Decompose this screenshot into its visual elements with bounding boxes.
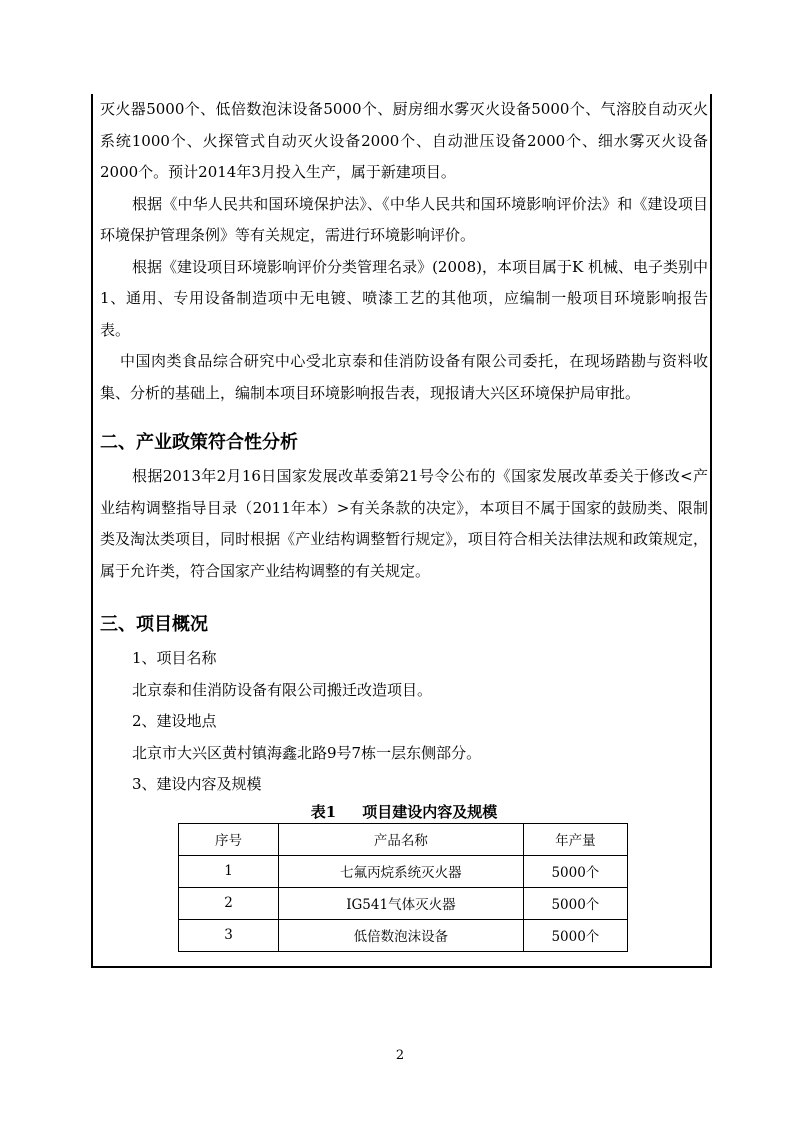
table-row	[179, 855, 628, 887]
item-1-value: 北京泰和佳消防设备有限公司搬迁改造项目。	[132, 680, 433, 699]
cell-product: IG541气体灭火器	[279, 887, 524, 919]
header-index: 序号	[179, 823, 279, 855]
header-product: 产品名称	[279, 823, 524, 855]
table-header-row	[179, 823, 628, 855]
intro-paragraph-3: 根据《建设项目环境影响评价分类管理名录》(2008)，本项目属于K 机械、电子类别中1、通用、专用设备制造项中无电镀、喷漆工艺的其他项，应编制一般项目环境影响报告表。	[100, 257, 708, 339]
table-caption-title: 项目建设内容及规模	[362, 802, 498, 821]
cell-output: 5000个	[523, 887, 627, 919]
section-2-title: 二、产业政策符合性分析	[100, 432, 298, 453]
project-table	[178, 823, 628, 952]
cell-output: 5000个	[523, 855, 627, 887]
item-2-label: 2、建设地点	[132, 712, 217, 730]
item-1-label: 1、项目名称	[132, 649, 217, 667]
page-number: 2	[395, 1048, 405, 1063]
cell-index: 2	[179, 887, 279, 919]
table-caption-number: 表1	[310, 802, 337, 821]
table-row	[179, 919, 628, 951]
intro-paragraph-1: 灭火器5000个、低倍数泡沫设备5000个、厨房细水雾灭火设备5000个、气溶胶自动灭火系统1000个、火探管式自动灭火设备2000个、自动泄压设备2000个、细水雾灭火设备2000个。预计2014年3月投入生产，属于新建项目。	[100, 100, 708, 181]
section-2-paragraph: 根据2013年2月16日国家发展改革委第21号令公布的《国家发展改革委关于修改<产业结构调整指导目录（2011年本）>有关条款的决定》，本项目不属于国家的鼓励类、限制类及淘汰类项目，同时根据《产业结构调整暂行规定》，项目符合相关法律法规和政策规定，属于允许类，符合国家产业结构调整的有关规定。	[100, 467, 708, 580]
table-row	[179, 887, 628, 919]
item-3-label: 3、建设内容及规模	[132, 775, 262, 793]
intro-paragraph-2: 根据《中华人民共和国环境保护法》、《中华人民共和国环境影响评价法》和《建设项目环境保护管理条例》等有关规定，需进行环境影响评价。	[100, 194, 708, 244]
section-3-title: 三、项目概况	[100, 614, 208, 635]
cell-product: 七氟丙烷系统灭火器	[279, 855, 524, 887]
table-caption	[100, 801, 708, 823]
cell-product: 低倍数泡沫设备	[279, 919, 524, 951]
cell-index: 3	[179, 919, 279, 951]
header-output: 年产量	[523, 823, 627, 855]
cell-output: 5000个	[523, 919, 627, 951]
cell-index: 1	[179, 855, 279, 887]
item-2-value: 北京市大兴区黄村镇海鑫北路9号7栋一层东侧部分。	[132, 743, 482, 762]
document-body	[100, 94, 708, 952]
intro-paragraph-4: 中国肉类食品综合研究中心受北京泰和佳消防设备有限公司委托，在现场踏勘与资料收集、分析的基础上，编制本项目环境影响报告表，现报请大兴区环境保护局审批。	[100, 352, 708, 402]
